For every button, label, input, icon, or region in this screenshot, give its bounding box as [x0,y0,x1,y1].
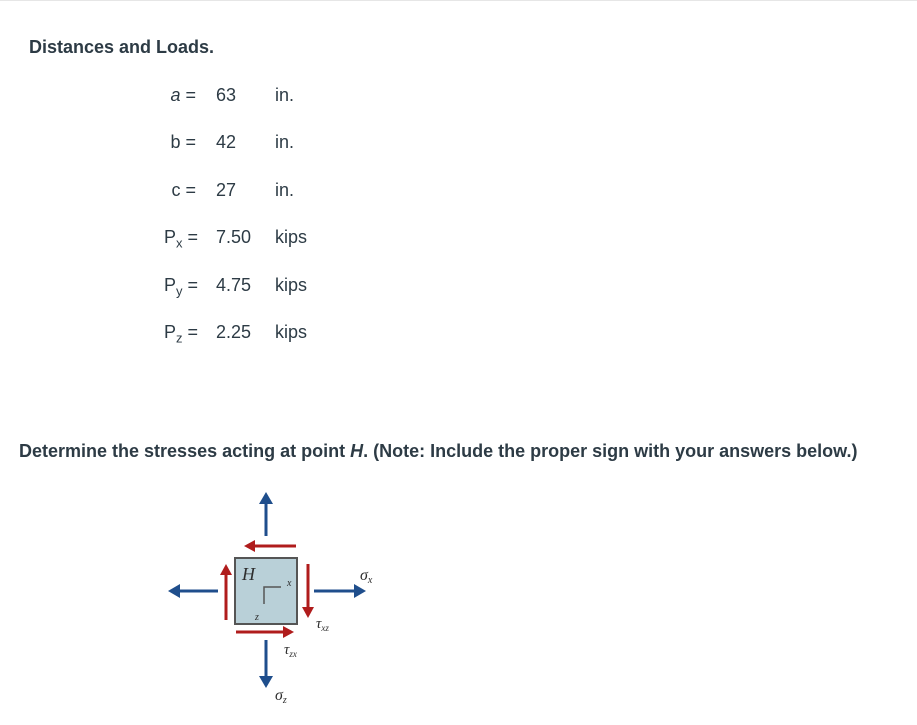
top-divider [0,0,917,1]
param-unit-c: in. [275,180,295,200]
param-label-py: $P_y$ = [163,275,198,299]
param-value-px: 7.50 [216,227,252,247]
stress-element-diagram [160,480,400,710]
param-unit-a: in. [275,85,295,105]
tau-xz-arrow-left [220,564,232,620]
param-label-a: a = [170,85,196,105]
param-unit-px: kips [275,227,308,247]
param-label-b: b = [170,132,196,152]
param-label-px: $P_x$ = [163,227,198,251]
sigma-x-arrow-left [168,584,218,598]
param-unit-b: in. [275,132,295,152]
sigma-z-label: σz [275,687,287,706]
axis-z-label: z [255,612,259,623]
param-unit-pz: kips [275,322,308,342]
sigma-z-arrow-top [259,492,273,536]
sigma-x-label: σx [360,567,373,586]
axis-x-label: x [287,578,292,589]
param-value-b: 42 [216,132,237,152]
sigma-z-arrow-bottom [259,640,273,688]
question-text: Determine the stresses acting at point H. (Note: Include the proper sign with your answers below.) [19,441,858,461]
tau-zx-arrow-top [244,540,296,552]
param-label-c: c = [171,180,196,200]
tau-zx-label: $\tau_{zx}$ [284,642,297,659]
param-label-pz: $P_z$ = [163,322,198,346]
tau-zx-arrow-bottom [236,626,294,638]
param-unit-py: kips [275,275,308,295]
param-value-a: 63 [216,85,237,105]
element-label-h: H [242,564,255,584]
param-value-pz: 2.25 [216,322,252,342]
section-heading: Distances and Loads. [29,37,215,57]
sigma-x-arrow-right [314,584,366,598]
param-value-c: 27 [216,180,237,200]
param-value-py: 4.75 [216,275,252,295]
tau-xz-label: $\tau_{xz}$ [316,616,329,633]
tau-xz-arrow-right [302,564,314,618]
